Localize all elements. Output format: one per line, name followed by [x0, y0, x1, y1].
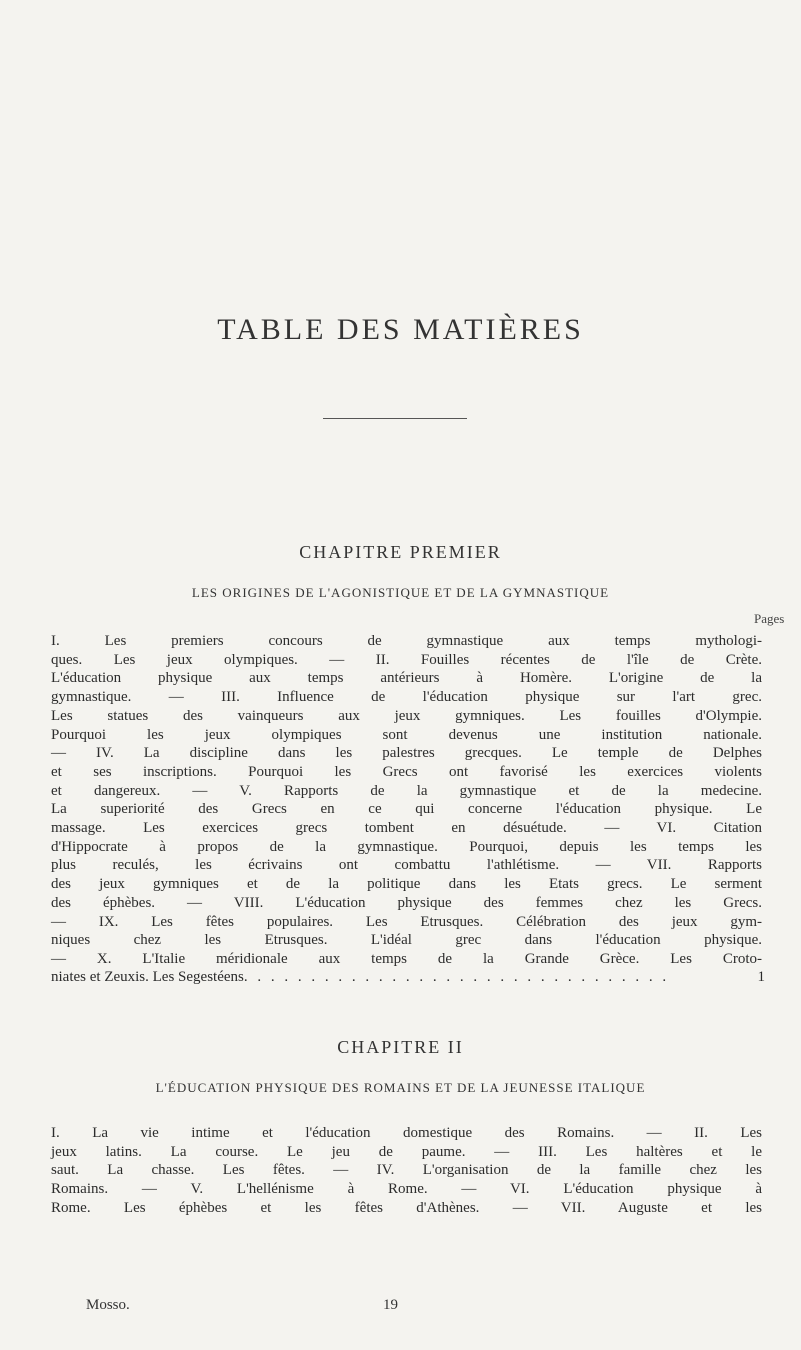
summary-line: — IV. La discipline dans les palestres grecques. Le temple de Delphes — [51, 745, 762, 762]
summary-line: ques. Les jeux olympiques. — II. Fouilles récentes de l'île de Crète. — [51, 651, 762, 668]
summary-line: — X. L'Italie méridionale aux temps de la Grande Grèce. Les Croto- — [51, 950, 762, 967]
dot-leader: . . . . . . . . . . . . . . . . . . . . . . . . . . . . . . . . — [243, 969, 670, 985]
summary-line: gymnastique. — III. Influence de l'éducation physique sur l'art grec. — [51, 689, 762, 706]
chapter-1-summary — [51, 632, 762, 969]
signature-number: 19 — [383, 1297, 398, 1313]
chapter-1-subtitle: LES ORIGINES DE L'AGONISTIQUE ET DE LA GYMNASTIQUE — [191, 585, 610, 600]
summary-line-last: niates et Zeuxis. Les Segestéens — [51, 969, 244, 985]
summary-line: et ses inscriptions. Pourquoi les Grecs ont favorisé les exercices violents — [51, 763, 762, 780]
summary-line: Pourquoi les jeux olympiques sont devenus une institution nationale. — [51, 726, 762, 743]
summary-line: massage. Les exercices grecs tombent en désuétude. — VI. Citation — [51, 820, 762, 837]
summary-line: plus reculés, les écrivains ont combattu l'athlétisme. — VII. Rapports — [51, 857, 762, 874]
summary-line: La superiorité des Grecs en ce qui concerne l'éducation physique. Le — [51, 801, 762, 818]
summary-line: et dangereux. — V. Rapports de la gymnastique et de la medecine. — [51, 782, 762, 799]
summary-line: des jeux gymniques et de la politique dans les Etats grecs. Le serment — [51, 876, 762, 893]
chapter-1-page-number: 1 — [757, 969, 765, 985]
chapter-2-heading: CHAPITRE II — [337, 1037, 464, 1057]
summary-line: I. Les premiers concours de gymnastique aux temps mythologi- — [51, 633, 762, 649]
summary-line: Rome. Les éphèbes et les fêtes d'Athènes. — VII. Auguste et les — [51, 1199, 762, 1216]
summary-line: Romains. — V. L'hellénisme à Rome. — VI. L'éducation physique à — [51, 1181, 762, 1198]
signature-author: Mosso. — [86, 1297, 130, 1313]
summary-line: d'Hippocrate à propos de la gymnastique. Pourquoi, depuis les temps les — [51, 838, 762, 855]
summary-line: jeux latins. La course. Le jeu de paume. — III. Les haltères et le — [51, 1143, 762, 1160]
chapter-2-summary — [51, 1124, 762, 1218]
chapter-1-heading: CHAPITRE PREMIER — [299, 542, 502, 562]
summary-line: des éphèbes. — VIII. L'éducation physique des femmes chez les Grecs. — [51, 894, 762, 911]
chapter-1-entry-line — [51, 968, 765, 987]
summary-line: saut. La chasse. Les fêtes. — IV. L'organisation de la famille chez les — [51, 1162, 762, 1179]
summary-line: Les statues des vainqueurs aux jeux gymniques. Les fouilles d'Olympie. — [51, 707, 762, 724]
pages-column-label: Pages — [754, 611, 785, 626]
summary-line: — IX. Les fêtes populaires. Les Etrusques. Célébration des jeux gym- — [51, 913, 762, 930]
page-title: TABLE DES MATIÈRES — [217, 313, 584, 346]
summary-line: I. La vie intime et l'éducation domestique des Romains. — II. Les — [51, 1125, 762, 1141]
summary-line: niques chez les Etrusques. L'idéal grec dans l'éducation physique. — [51, 932, 762, 949]
summary-line: L'éducation physique aux temps antérieurs à Homère. L'origine de la — [51, 670, 762, 687]
chapter-2-subtitle: L'ÉDUCATION PHYSIQUE DES ROMAINS ET DE LA JEUNESSE ITALIQUE — [155, 1080, 646, 1095]
title-rule — [323, 418, 467, 419]
